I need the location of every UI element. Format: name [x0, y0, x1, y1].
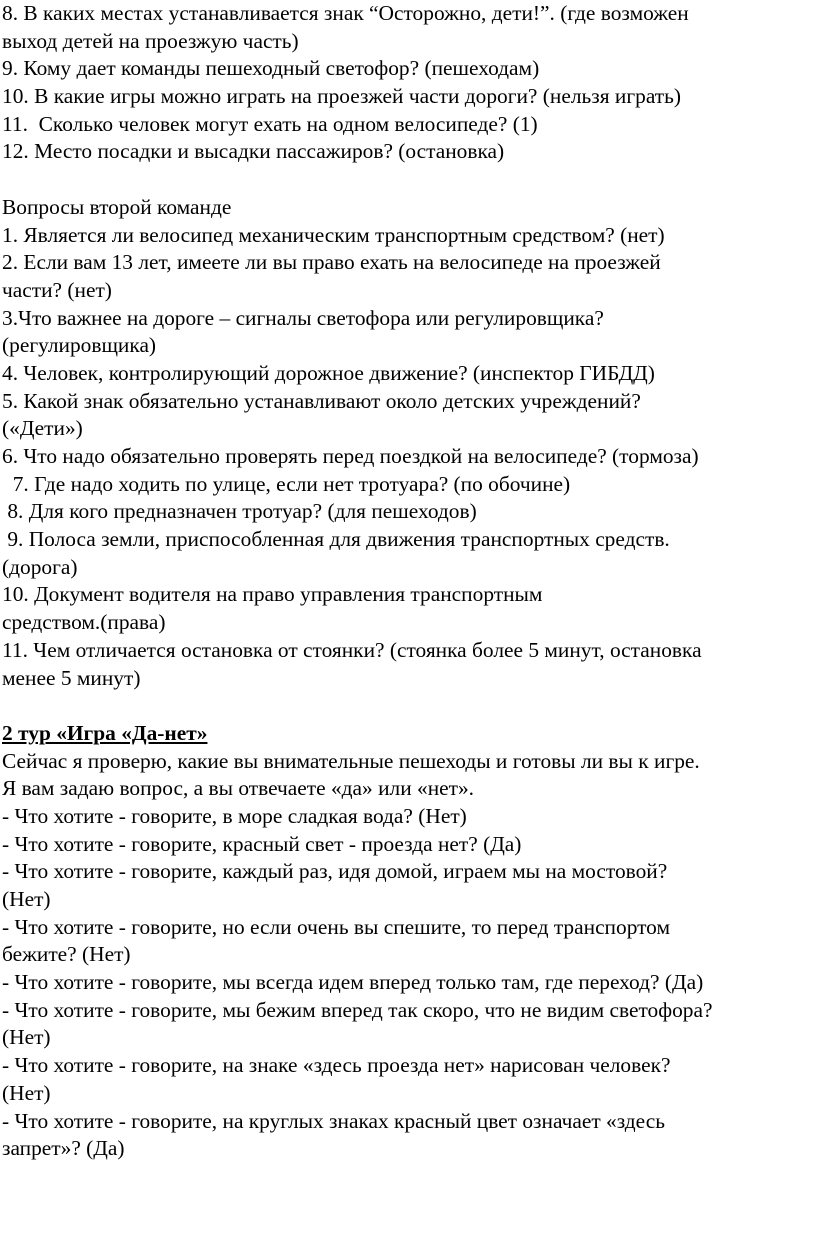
text-line: (регулировщика) [2, 333, 157, 358]
text-line: - Что хотите - говорите, на круглых знаках красный цвет означает «здесь [2, 1108, 665, 1133]
text-line: - Что хотите - говорите, на знаке «здесь проезда нет» нарисован человек? [2, 1053, 671, 1078]
text-line: 3.Что важнее на дороге – сигналы светофора или регулировщика? [2, 305, 604, 330]
questions-first-team-continued [2, 0, 814, 166]
text-line: 7. Где надо ходить по улице, если нет тротуара? (по обочине) [2, 471, 571, 496]
text-line: части? (нет) [2, 277, 112, 302]
text-line: («Дети») [2, 416, 83, 441]
text-line: запрет»? (Да) [2, 1136, 125, 1161]
round-two-yes-no-game [2, 720, 814, 1163]
text-line: 9. Полоса земли, приспособленная для движения транспортных средств. [2, 527, 670, 552]
text-line: средством.(права) [2, 610, 166, 635]
text-line: 1. Является ли велосипед механическим транспортным средством? (нет) [2, 222, 665, 247]
questions-second-team [2, 194, 814, 692]
text-line: - Что хотите - говорите, мы всегда идем вперед только там, где переход? (Да) [2, 970, 704, 995]
text-line: (Нет) [2, 1025, 51, 1050]
text-line: 4. Человек, контролирующий дорожное движение? (инспектор ГИБДД) [2, 360, 655, 385]
text-line: 12. Место посадки и высадки пассажиров? (остановка) [2, 139, 505, 164]
paragraph-gap [2, 166, 814, 194]
text-line: 9. Кому дает команды пешеходный светофор? (пешеходам) [2, 56, 540, 81]
text-line: выход детей на проезжую часть) [2, 28, 299, 53]
text-line: Сейчас я проверю, какие вы внимательные пешеходы и готовы ли вы к игре. [2, 748, 700, 773]
text-line: - Что хотите - говорите, но если очень вы спешите, то перед транспортом [2, 914, 671, 939]
text-line: 8. В каких местах устанавливается знак “Осторожно, дети!”. (где возможен [2, 1, 689, 25]
text-line: Я вам задаю вопрос, а вы отвечаете «да» или «нет». [2, 776, 475, 801]
section-title: Вопросы второй команде [2, 194, 232, 219]
text-line: 5. Какой знак обязательно устанавливают около детских учреждений? [2, 388, 641, 413]
text-line: 8. Для кого предназначен тротуар? (для пешеходов) [2, 499, 477, 524]
text-line: 10. Документ водителя на право управления транспортным [2, 582, 543, 607]
section-heading: 2 тур «Игра «Да-нет» [2, 720, 208, 745]
text-line: (дорога) [2, 554, 78, 579]
text-line: 11. Чем отличается остановка от стоянки? (стоянка более 5 минут, остановка [2, 637, 702, 662]
text-line: - Что хотите - говорите, красный свет - проезда нет? (Да) [2, 831, 522, 856]
text-line: - Что хотите - говорите, мы бежим вперед так скоро, что не видим светофора? [2, 997, 713, 1022]
document-page [2, 0, 814, 1163]
text-line: - Что хотите - говорите, каждый раз, идя домой, играем мы на мостовой? [2, 859, 668, 884]
text-line: 10. В какие игры можно играть на проезжей части дороги? (нельзя играть) [2, 84, 681, 109]
paragraph-gap [2, 692, 814, 720]
text-line: 2. Если вам 13 лет, имеете ли вы право ехать на велосипеде на проезжей [2, 250, 661, 275]
text-line: 11. Сколько человек могут ехать на одном велосипеде? (1) [2, 111, 538, 136]
text-line: менее 5 минут) [2, 665, 141, 690]
text-line: (Нет) [2, 887, 51, 911]
text-line: 6. Что надо обязательно проверять перед поездкой на велосипеде? (тормоза) [2, 444, 699, 468]
text-line: - Что хотите - говорите, в море сладкая вода? (Нет) [2, 803, 467, 828]
text-line: (Нет) [2, 1080, 51, 1105]
text-line: бежите? (Нет) [2, 942, 131, 967]
